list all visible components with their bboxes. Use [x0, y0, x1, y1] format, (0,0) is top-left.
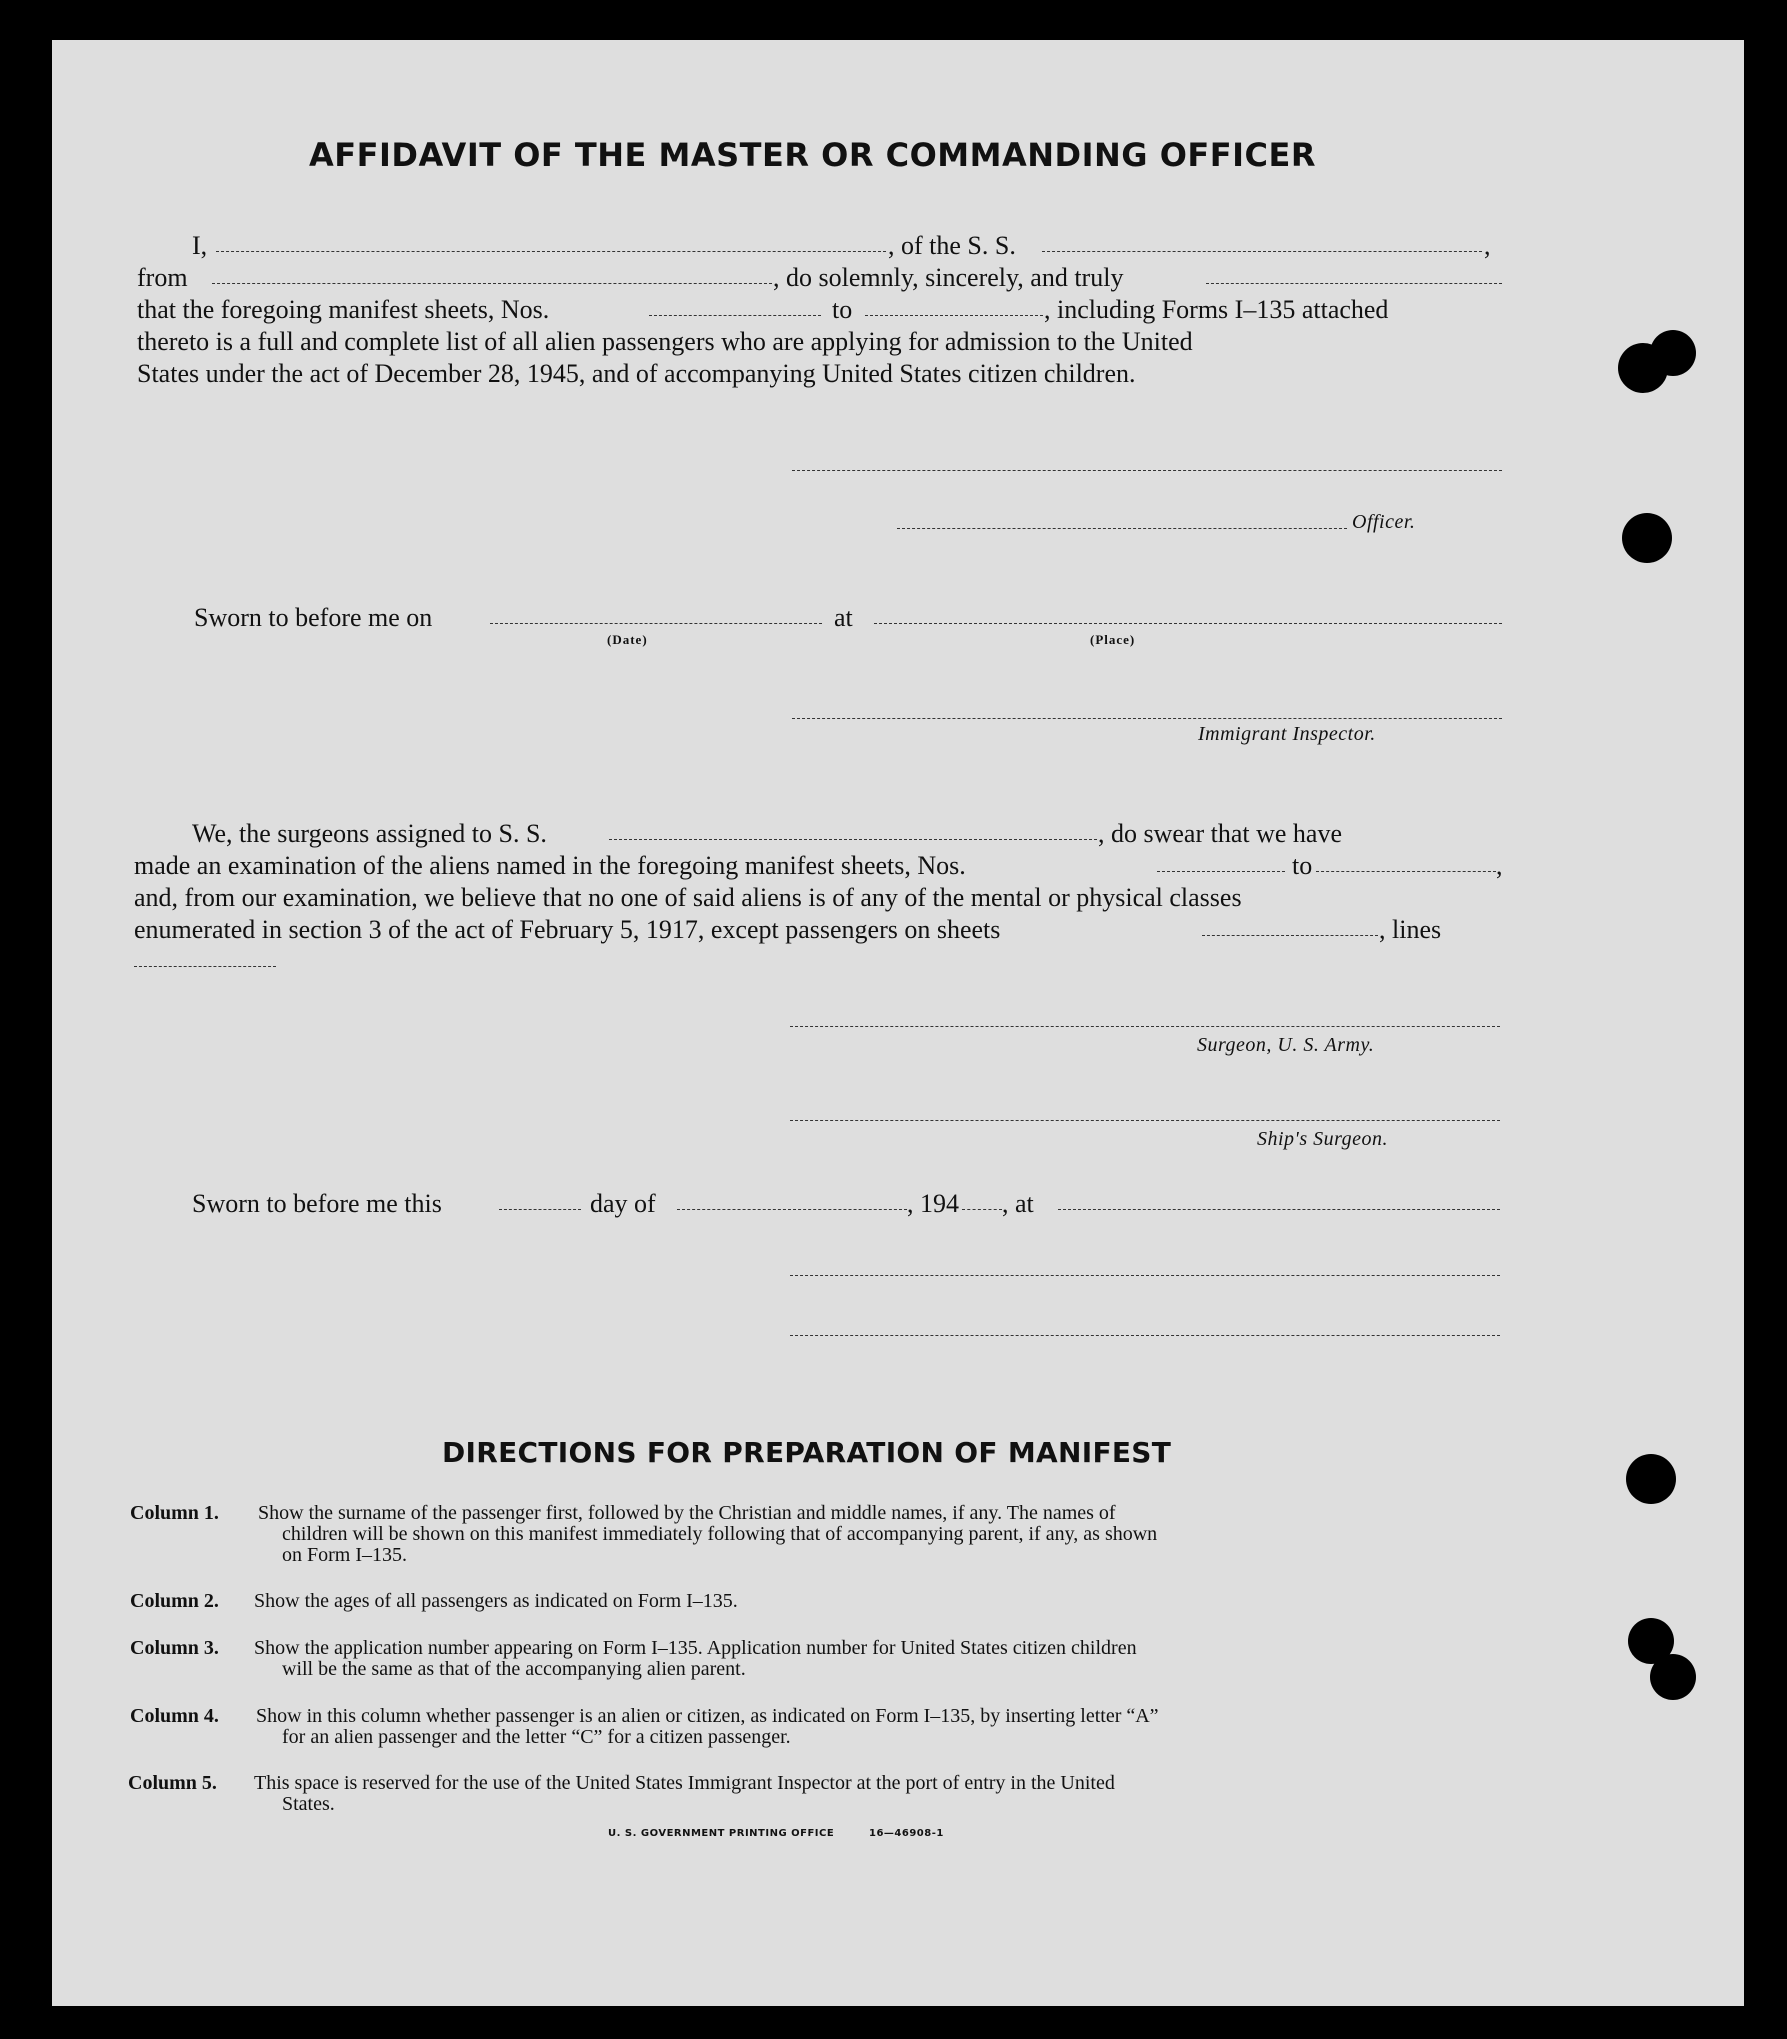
- sworn1-place-blank[interactable]: [874, 623, 1502, 624]
- master-signature-line[interactable]: [792, 470, 1502, 471]
- affidavit-title: AFFIDAVIT OF THE MASTER OR COMMANDING OFFICER: [309, 136, 1316, 174]
- inspector-signature-line[interactable]: [792, 718, 1502, 719]
- sworn2-day-of-label: day of: [590, 1189, 656, 1218]
- sworn2-month-blank[interactable]: [677, 1209, 907, 1210]
- column1-label: Column 1.: [130, 1502, 219, 1524]
- affidavit-line4: thereto is a full and complete list of all alien passengers who are applying for admission to the United: [137, 327, 1193, 356]
- army-surgeon-signature-line[interactable]: [790, 1026, 1500, 1027]
- date-caption: (Date): [607, 632, 648, 647]
- surgeons-line1-a: We, the surgeons assigned to S. S.: [192, 819, 547, 848]
- sworn2-day-blank[interactable]: [499, 1209, 581, 1210]
- column1-text: Show the surname of the passenger first, followed by the Christian and middle names, if any. The names of: [258, 1502, 1116, 1524]
- directions-title: DIRECTIONS FOR PREPARATION OF MANIFEST: [442, 1436, 1172, 1469]
- lines-blank[interactable]: [134, 966, 276, 967]
- surgeons-sheets-to-blank[interactable]: [1316, 871, 1496, 872]
- except-sheets-blank[interactable]: [1202, 935, 1378, 936]
- affidavit-i-label: I,: [192, 231, 208, 260]
- sworn2-title-line[interactable]: [790, 1335, 1500, 1336]
- affidavit-from-label: from: [137, 263, 188, 292]
- immigrant-inspector-label: Immigrant Inspector.: [1198, 723, 1376, 745]
- punch-hole: [1622, 513, 1672, 563]
- officer-signature-line[interactable]: [897, 528, 1347, 529]
- column4-text: Show in this column whether passenger is an alien or citizen, as indicated on Form I–135, by inserting letter “A”: [256, 1705, 1159, 1727]
- sworn1-at-label: at: [834, 603, 853, 632]
- column4-label: Column 4.: [130, 1705, 219, 1727]
- sworn2-year-label: , 194: [907, 1189, 959, 1218]
- surgeons-line2-a: made an examination of the aliens named in the foregoing manifest sheets, Nos.: [134, 851, 966, 880]
- column1-text-3: on Form I–135.: [282, 1544, 407, 1566]
- column2-text: Show the ages of all passengers as indicated on Form I–135.: [254, 1590, 738, 1612]
- swear-blank[interactable]: [1206, 283, 1502, 284]
- surgeons-ship-blank[interactable]: [609, 839, 1097, 840]
- column4-text-2: for an alien passenger and the letter “C” for a citizen passenger.: [282, 1726, 791, 1748]
- column5-label: Column 5.: [128, 1772, 217, 1794]
- column3-label: Column 3.: [130, 1637, 219, 1659]
- ship-surgeon-label: Ship's Surgeon.: [1257, 1128, 1389, 1150]
- punch-hole: [1650, 330, 1696, 376]
- affidavit-solemnly-text: , do solemnly, sincerely, and truly: [773, 263, 1124, 292]
- affidavit-sheets-text: that the foregoing manifest sheets, Nos.: [137, 295, 550, 324]
- sworn1-label: Sworn to before me on: [194, 603, 433, 632]
- sworn2-place-blank[interactable]: [1058, 1209, 1500, 1210]
- sworn2-year-blank[interactable]: [962, 1209, 1002, 1210]
- ship-name-blank[interactable]: [1042, 251, 1482, 252]
- surgeons-comma: ,: [1496, 851, 1503, 880]
- affidavit-comma: ,: [1484, 231, 1491, 260]
- sworn1-date-blank[interactable]: [490, 623, 822, 624]
- army-surgeon-label: Surgeon, U. S. Army.: [1197, 1034, 1375, 1056]
- surgeons-line3: and, from our examination, we believe that no one of said aliens is of any of the mental or physical classes: [134, 883, 1242, 912]
- ship-surgeon-signature-line[interactable]: [790, 1120, 1500, 1121]
- officer-label: Officer.: [1352, 511, 1416, 533]
- column2-label: Column 2.: [130, 1590, 219, 1612]
- surgeons-sheets-from-blank[interactable]: [1157, 871, 1285, 872]
- affidavit-line5: States under the act of December 28, 1945, and of accompanying United States citizen children.: [137, 359, 1136, 388]
- column5-text: This space is reserved for the use of the United States Immigrant Inspector at the port of entry in the United: [254, 1772, 1115, 1794]
- sworn2-signature-line[interactable]: [790, 1275, 1500, 1276]
- place-caption: (Place): [1090, 632, 1136, 647]
- port-from-blank[interactable]: [212, 283, 772, 284]
- surgeons-line4-a: enumerated in section 3 of the act of February 5, 1917, except passengers on sheets: [134, 915, 1001, 944]
- master-name-blank[interactable]: [216, 251, 886, 252]
- surgeons-line1-b: , do swear that we have: [1098, 819, 1343, 848]
- affidavit-of-ss-label: , of the S. S.: [888, 231, 1016, 260]
- printing-office-imprint: U. S. GOVERNMENT PRINTING OFFICE: [608, 1828, 835, 1839]
- affidavit-to-label: to: [832, 295, 853, 324]
- column5-text-2: States.: [282, 1793, 335, 1815]
- surgeons-lines-label: , lines: [1379, 915, 1442, 944]
- column3-text: Show the application number appearing on Form I–135. Application number for United States citizen children: [254, 1637, 1137, 1659]
- punch-hole: [1626, 1454, 1676, 1504]
- sworn2-label: Sworn to before me this: [192, 1189, 442, 1218]
- form-page: [52, 40, 1744, 2006]
- form-code: 16—46908-1: [869, 1828, 944, 1839]
- affidavit-forms-text: , including Forms I–135 attached: [1044, 295, 1389, 324]
- sheets-to-blank[interactable]: [865, 315, 1043, 316]
- column3-text-2: will be the same as that of the accompanying alien parent.: [282, 1658, 746, 1680]
- sheets-from-blank[interactable]: [649, 315, 821, 316]
- sworn2-at-label: , at: [1002, 1189, 1034, 1218]
- column1-text-2: children will be shown on this manifest immediately following that of accompanying parent, if any, as shown: [282, 1523, 1158, 1545]
- surgeons-to-label: to: [1292, 851, 1313, 880]
- punch-hole: [1650, 1654, 1696, 1700]
